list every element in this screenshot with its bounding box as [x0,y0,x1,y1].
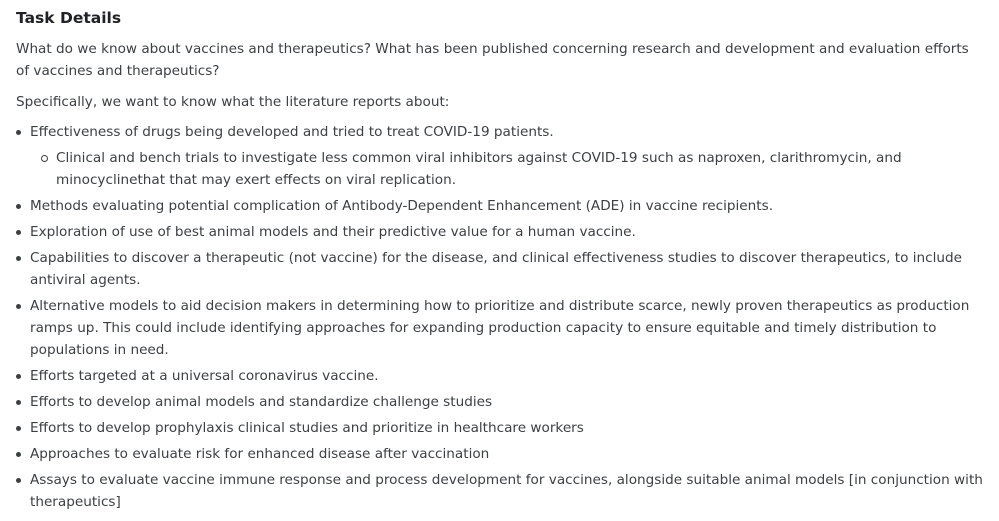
list-item [16,195,990,217]
section-heading: Task Details [16,9,122,27]
list-item [16,417,990,439]
list-item [16,295,990,361]
list-item [16,221,990,243]
sub-list-item-text: Clinical and bench trials to investigate less common viral inhibitors against COVID-19 such as naproxen, clarithromycin, and minocyclinethat that may exert effects on viral replication. [56,150,902,188]
list-item-text: Efforts targeted at a universal coronavirus vaccine. [30,368,379,384]
question-paragraph: What do we know about vaccines and therapeutics? What has been published concerning research and development and evaluation efforts of vaccines and therapeutics? [16,41,969,79]
list-item-text: Efforts to develop prophylaxis clinical studies and prioritize in healthcare workers [30,420,584,436]
list-item-text: Methods evaluating potential complication of Antibody-Dependent Enhancement (ADE) in vaccine recipients. [30,198,774,214]
list-item [16,247,990,291]
intro-paragraph: Specifically, we want to know what the literature reports about: [16,94,450,110]
list-item-text: Exploration of use of best animal models and their predictive value for a human vaccine. [30,224,636,240]
sub-list [30,147,990,191]
list-item-text: Assays to evaluate vaccine immune response and process development for vaccines, alongside suitable animal models [in conjunction with therapeutics] [30,472,983,510]
list-item-text: Effectiveness of drugs being developed and tried to treat COVID-19 patients. [30,124,554,140]
list-item-text: Capabilities to discover a therapeutic (not vaccine) for the disease, and clinical effectiveness studies to discover therapeutics, to include antiviral agents. [30,250,962,288]
list-item [16,121,990,191]
list-item-text: Efforts to develop animal models and standardize challenge studies [30,394,493,410]
sub-list-item [30,147,980,191]
list-item [16,391,990,413]
list-item-text: Approaches to evaluate risk for enhanced disease after vaccination [30,446,490,462]
list-item [16,365,990,387]
list-item [16,469,990,513]
list-item-text: Alternative models to aid decision makers in determining how to prioritize and distribute scarce, newly proven therapeutics as production ramps up. This could include identifying approaches for expanding production capacity to ensure equitable and timely distribution to populations in need. [30,298,970,358]
literature-topics-list [16,121,983,513]
list-item [16,443,990,465]
